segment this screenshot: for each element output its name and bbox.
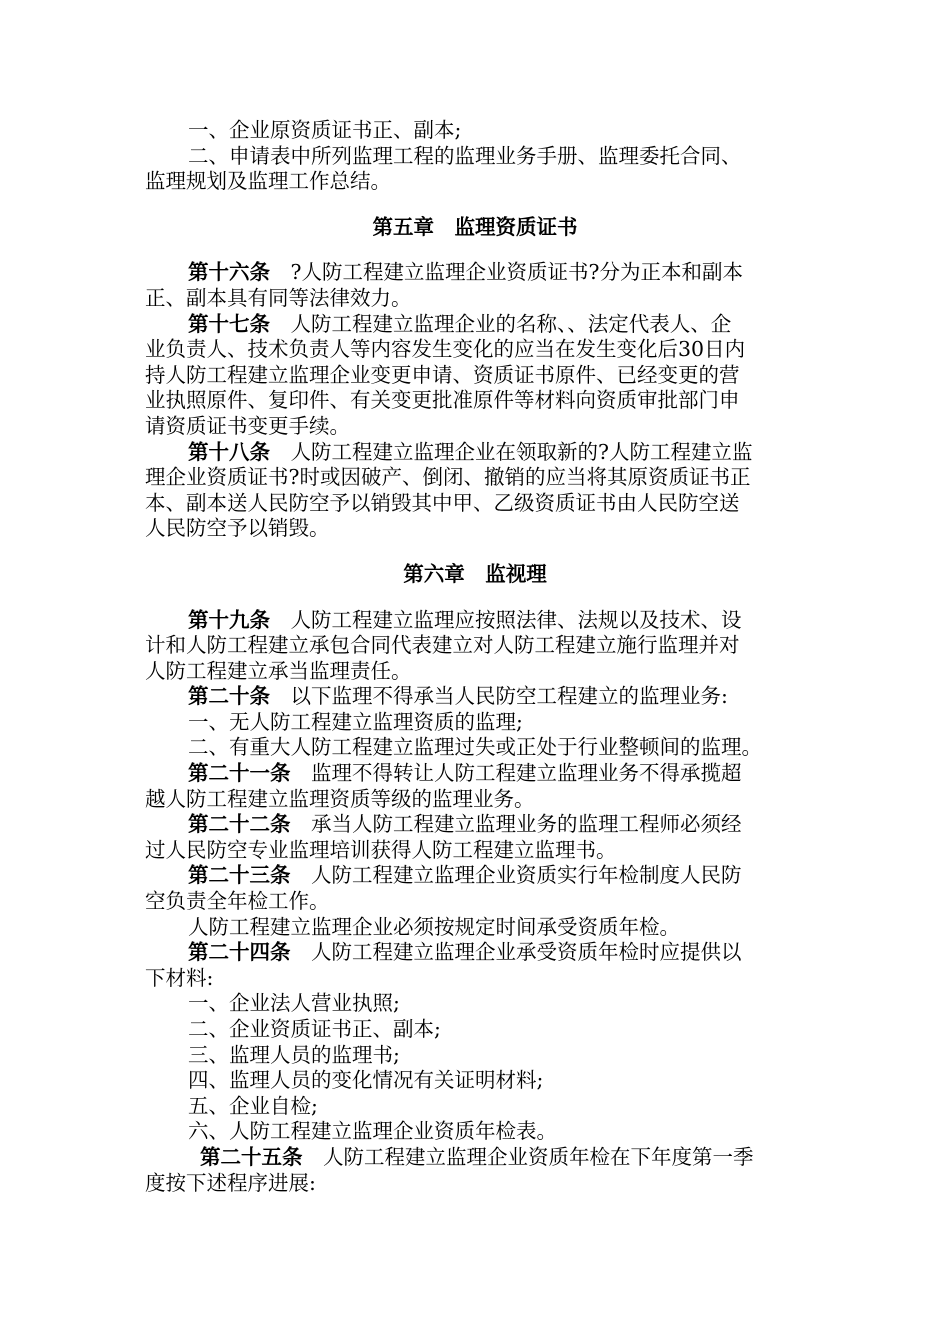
paragraph-line: 过人民防空专业监理培训获得人防工程建立监理书。 (145, 837, 617, 862)
paragraph-line: 业执照原件、复印件、有关变更批准原件等材料向资质审批部门申 (145, 388, 740, 413)
article-line (145, 940, 805, 966)
list-item: 三、监理人员的监理书; (188, 1042, 400, 1067)
list-item: 六、人防工程建立监理企业资质年检表。 (188, 1119, 557, 1144)
article-line (145, 1145, 805, 1171)
article-text: 承当人防工程建立监理业务的监理工程师必须经 (290, 812, 742, 837)
paragraph-line: 越人防工程建立监理资质等级的监理业务。 (145, 786, 535, 811)
paragraph-line: 下材料: (145, 965, 214, 990)
paragraph-line: 度按下述程序进展: (145, 1170, 316, 1195)
article-number: 第二十三条 (188, 863, 291, 888)
list-item: 五、企业自检; (188, 1093, 318, 1118)
chapter-heading: 第六章 监视理 (403, 561, 547, 586)
paragraph-line: 二、有重大人防工程建立监理过失或正处于行业整顿间的监理。 (188, 735, 762, 760)
list-item: 四、监理人员的变化情况有关证明材料; (188, 1068, 544, 1093)
article-line (145, 608, 805, 634)
paragraph-line: 人民防空予以销毁。 (145, 516, 330, 541)
article-number: 第二十条 (188, 684, 270, 709)
list-item: 二、企业资质证书正、副本; (188, 1017, 441, 1041)
article-line (145, 440, 805, 466)
paragraph-line: 正、副本具有同等法律效力。 (145, 285, 412, 310)
article-number: 第十七条 (188, 311, 270, 336)
article-line (145, 260, 805, 286)
paragraph-line: 请资质证书变更手续。 (145, 413, 350, 438)
paragraph-line: 持人防工程建立监理企业变更申请、资质证书原件、已经变更的营 (145, 362, 740, 387)
article-text: 以下监理不得承当人民防空工程建立的监理业务: (270, 684, 728, 709)
article-text: 人防工程建立监理企业的名称、、法定代表人、企 (270, 311, 732, 336)
paragraph-line: 监理规划及监理工作总结。 (145, 169, 391, 194)
article-text: 监理不得转让人防工程建立监理业务不得承揽超 (290, 761, 742, 786)
article-text: 人防工程建立监理企业资质实行年检制度人民防 (290, 863, 742, 888)
paragraph-line: 一、无人防工程建立监理资质的监理; (188, 709, 523, 734)
article-number: 第二十五条 (200, 1144, 303, 1169)
article-number: 第二十四条 (188, 940, 291, 965)
paragraph-line: 人防工程建立监理企业必须按规定时间承受资质年检。 (188, 914, 680, 939)
paragraph-line: 人防工程建立承当监理责任。 (145, 658, 412, 683)
paragraph-line: 本、副本送人民防空予以销毁其中甲、乙级资质证书由人民防空送 (145, 490, 740, 515)
article-number: 第十九条 (188, 607, 270, 632)
article-line (145, 863, 805, 889)
article-number: 第十六条 (188, 260, 270, 285)
paragraph-line: 业负责人、技术负责人等内容发生变化的应当在发生变化后30日内 (145, 337, 746, 362)
document-page (145, 118, 805, 1196)
article-text: ?人防工程建立监理企业资质证书?分为正本和副本 (270, 260, 743, 285)
list-item: 一、企业法人营业执照; (188, 991, 400, 1016)
article-text: 人防工程建立监理企业资质年检在下年度第一季 (302, 1144, 754, 1169)
article-text: 人防工程建立监理企业在领取新的?人防工程建立监 (270, 439, 753, 464)
paragraph-line: 二、申请表中所列监理工程的监理业务手册、监理委托合同、 (188, 143, 742, 168)
paragraph-line: 一、企业原资质证书正、副本; (188, 118, 462, 142)
chapter-heading: 第五章 监理资质证书 (372, 214, 578, 239)
paragraph-line: 空负责全年检工作。 (145, 889, 330, 914)
article-text: 人防工程建立监理企业承受资质年检时应提供以 (290, 940, 742, 965)
article-text: 人防工程建立监理应按照法律、法规以及技术、设 (270, 607, 742, 632)
article-number: 第二十一条 (188, 761, 291, 786)
article-number: 第十八条 (188, 439, 270, 464)
article-line (145, 761, 805, 787)
article-line (145, 684, 805, 710)
article-line (145, 312, 805, 338)
paragraph-line: 计和人防工程建立承包合同代表建立对人防工程建立施行监理并对 (145, 633, 740, 658)
article-line (145, 812, 805, 838)
paragraph-line: 理企业资质证书?时或因破产、倒闭、撤销的应当将其原资质证书正 (145, 465, 751, 490)
article-number: 第二十二条 (188, 812, 291, 837)
